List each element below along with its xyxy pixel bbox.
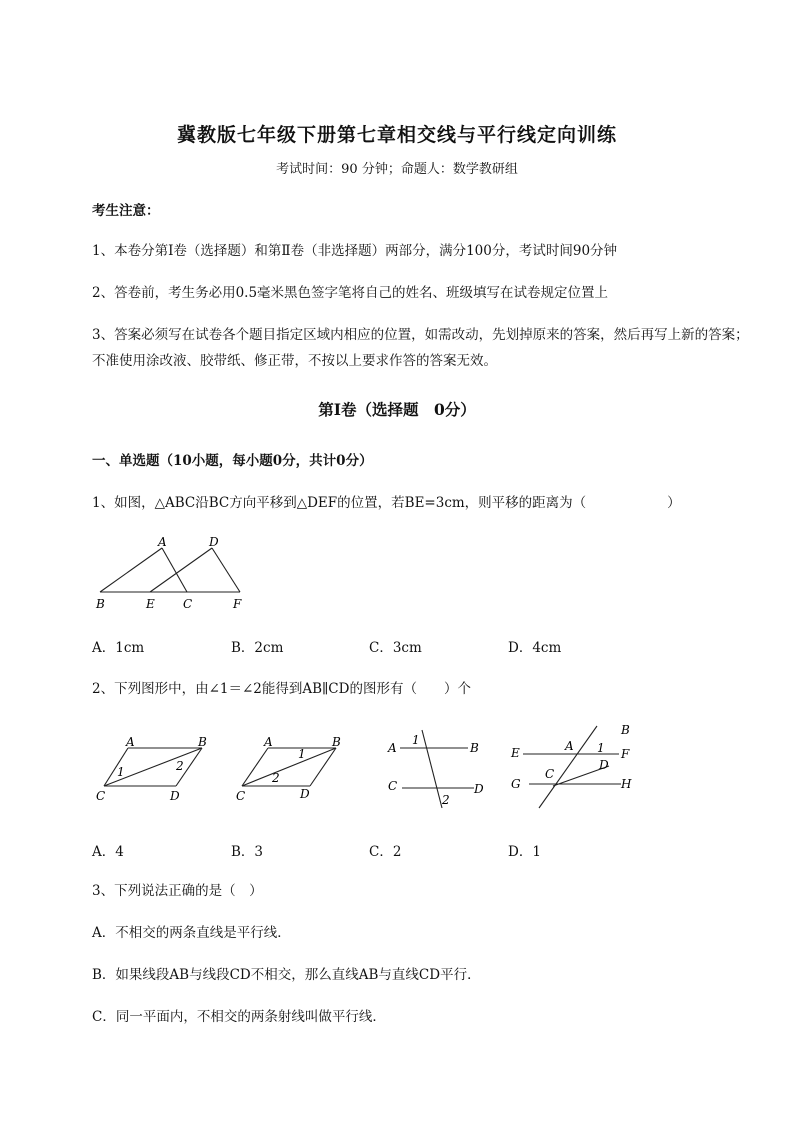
question-2-option-d[interactable]: D．1 (508, 844, 541, 860)
question-1-option-d[interactable]: D．4cm (508, 640, 562, 656)
figure-label: 2 (272, 771, 280, 785)
label-a: A (158, 535, 167, 549)
line-ed (150, 548, 212, 592)
question-1-option-a[interactable]: A．1cm (92, 640, 145, 656)
figure-label: D (599, 758, 609, 772)
figure-label: A (126, 735, 135, 749)
question-1-option-c[interactable]: C．3cm (369, 640, 422, 656)
notice-heading: 考生注意： (92, 203, 160, 219)
figure-label: C (545, 767, 555, 781)
notice-item-2: 2、答卷前，考生务必用0.5毫米黑色签字笔将自己的姓名、班级填写在试卷规定位置上 (92, 285, 609, 301)
label-b: B (96, 597, 105, 611)
figure-label: A (388, 741, 397, 755)
question-2-option-b[interactable]: B．3 (231, 844, 264, 860)
figure-label: A (565, 739, 574, 753)
figure-label: B (621, 723, 630, 737)
figure-label: 2 (442, 793, 450, 807)
figure-label: D (170, 789, 180, 803)
notice-item-1: 1、本卷分第I卷（选择题）和第Ⅱ卷（非选择题）两部分，满分100分，考试时间90分钟 (92, 243, 618, 259)
page-title: 冀教版七年级下册第七章相交线与平行线定向训练 (176, 124, 617, 146)
question-2-figure-3 (382, 726, 492, 810)
question-2-figure-4 (505, 720, 645, 814)
figure-label: B (198, 735, 207, 749)
label-e: E (146, 597, 155, 611)
figure-label: E (511, 746, 520, 760)
line-df (212, 548, 240, 592)
question-3-option-b[interactable]: B．如果线段AB与线段CD不相交，那么直线AB与直线CD平行． (92, 967, 481, 983)
figure-line (242, 748, 336, 786)
question-1-option-b[interactable]: B．2cm (231, 640, 284, 656)
line-ac (162, 548, 187, 592)
figure-label: A (264, 735, 273, 749)
question-3-option-c[interactable]: C．同一平面内，不相交的两条射线叫做平行线． (92, 1009, 386, 1025)
question-1-stem: 1、如图，△ABC沿BC方向平移到△DEF的位置，若BE=3cm，则平移的距离为（ ） (92, 495, 681, 511)
figure-label: H (621, 777, 632, 791)
figure-label: C (388, 779, 398, 793)
figure-label: 1 (597, 741, 605, 755)
figure-label: C (236, 789, 246, 803)
figure-line (422, 730, 442, 808)
figure-label: D (300, 787, 310, 801)
section-title: 第I卷（选择题 0分） (318, 400, 476, 419)
question-2-option-c[interactable]: C．2 (369, 844, 402, 860)
question-2-figure-1 (90, 726, 220, 806)
question-3-option-a[interactable]: A．不相交的两条直线是平行线． (92, 925, 291, 941)
part-title: 一、单选题（10小题，每小题0分，共计0分） (92, 453, 373, 469)
exam-info: 考试时间：90 分钟；命题人：数学教研组 (276, 162, 518, 177)
figure-label: 1 (298, 747, 306, 761)
label-f: F (233, 597, 242, 611)
line-ba (100, 548, 162, 592)
figure-label: D (474, 782, 484, 796)
figure-label: G (511, 777, 521, 791)
question-2-figure-2 (230, 726, 360, 806)
question-2-stem: 2、下列图形中，由∠1＝∠2能得到AB∥CD的图形有（ ）个 (92, 681, 471, 697)
figure-label: C (96, 789, 106, 803)
figure-label: B (332, 735, 341, 749)
label-d: D (209, 535, 219, 549)
figure-label: 2 (176, 759, 184, 773)
figure-label: 1 (117, 765, 125, 779)
question-2-option-a[interactable]: A．4 (92, 844, 124, 860)
label-c: C (183, 597, 193, 611)
question-3-stem: 3、下列说法正确的是（ ） (92, 883, 263, 899)
figure-label: 1 (412, 733, 420, 747)
question-1-figure (90, 530, 260, 616)
notice-item-3: 3、答案必须写在试卷各个题目指定区域内相应的位置，如需改动，先划掉原来的答案，然后再写上新的答案；不准使用涂改液、胶带纸、修正带，不按以上要求作答的答案无效。 (92, 327, 749, 369)
figure-label: B (470, 741, 479, 755)
figure-label: F (621, 747, 630, 761)
